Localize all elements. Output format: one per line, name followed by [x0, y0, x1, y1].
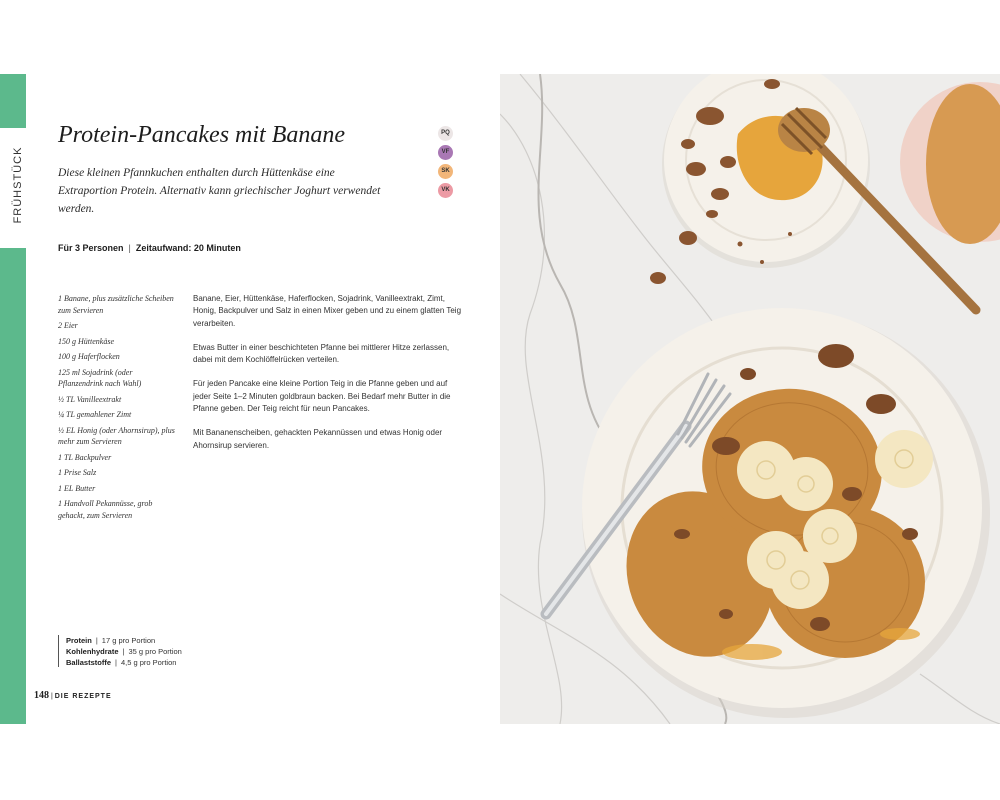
ingredient-item: 125 ml Sojadrink (oder Pflanzendrink nach Wahl) — [58, 367, 142, 388]
badge-pq: PQ — [438, 126, 453, 141]
recipe-title: Protein-Pancakes mit Banane — [58, 122, 346, 148]
folio-separator: | — [50, 693, 53, 700]
page-folio — [34, 690, 112, 701]
ingredient-item: ½ EL Honig (oder Ahornsirup), plus mehr zum Servieren — [58, 425, 175, 446]
ingredient-item: 1 TL Backpulver — [58, 452, 112, 462]
meta-separator: | — [128, 243, 131, 253]
recipe-intro: Diese kleinen Pfannkuchen enthalten durch Hüttenkäse eine Extraportion Protein. Alternativ kann griechischer Joghurt verwendet werden. — [58, 167, 381, 215]
ingredient-item: 100 g Haferflocken — [58, 352, 120, 361]
nutrition-row-carbs: Kohlenhydrate | 35 g pro Portion — [66, 647, 182, 656]
nutrition-value: 35 g pro Portion — [128, 647, 182, 656]
nutrition-value: 4,5 g pro Portion — [120, 658, 177, 667]
ingredient-item: 150 g Hüttenkäse — [58, 336, 114, 346]
nutrition-label: Ballaststoffe — [66, 658, 112, 667]
recipe-meta — [58, 243, 241, 253]
ingredient-item: 1 Handvoll Pekannüsse, grob gehackt, zum Servieren — [58, 499, 153, 520]
method-step: Für jeden Pancake eine kleine Portion Teig in die Pfanne geben und auf jeder Seite 1–2 Minuten goldbraun backen. Bei Bedarf mehr Butter in die Pfanne geben. Der Teig reicht für neun Pancakes. — [193, 379, 451, 414]
nutrition-label: Protein — [66, 636, 92, 645]
folio-section: DIE REZEPTE — [54, 693, 112, 700]
nutrition-row-protein: Protein | 17 g pro Portion — [66, 636, 156, 645]
accent-bar-bottom — [0, 248, 26, 724]
page-number: 148 — [34, 690, 49, 701]
method-step: Etwas Butter in einer beschichteten Pfanne bei mittlerer Hitze zerlassen, dabei mit dem Kochlöffelrücken verteilen. — [193, 342, 450, 365]
ingredient-item: 1 Banane, plus zusätzliche Scheiben zum Servieren — [58, 294, 174, 315]
diet-badges — [438, 126, 454, 202]
method-step: Banane, Eier, Hüttenkäse, Haferflocken, Sojadrink, Vanilleextrakt, Zimt, Honig, Backpulver und Salz in einen Mixer geben und zu einem glatten Teig verarbeiten. — [193, 294, 462, 328]
nutrition-row-fiber: Ballaststoffe | 4,5 g pro Portion — [66, 658, 177, 667]
method-steps — [193, 293, 463, 464]
nutrition-value: 17 g pro Portion — [101, 636, 156, 645]
badge-sk: SK — [438, 164, 453, 179]
ingredient-item: 1 EL Butter — [58, 483, 96, 493]
badge-vk: VK — [438, 183, 453, 198]
accent-bar-top — [0, 74, 26, 128]
ingredient-item: ¼ TL gemahlener Zimt — [58, 410, 132, 419]
book-spread — [0, 74, 1000, 724]
ingredient-list — [58, 293, 176, 525]
nutrition-info — [66, 635, 182, 668]
servings: Für 3 Personen — [58, 243, 124, 253]
recipe-page — [0, 74, 498, 724]
prep-time: Zeitaufwand: 20 Minuten — [135, 243, 241, 253]
section-tab-label: FRÜHSTÜCK — [12, 146, 24, 224]
nutrition-rule — [58, 635, 59, 667]
ingredient-item: 1 Prise Salz — [58, 468, 97, 477]
nutrition-label: Kohlenhydrate — [66, 647, 119, 656]
ingredient-item: 2 Eier — [58, 321, 78, 330]
method-step: Mit Bananenscheiben, gehackten Pekannüssen und etwas Honig oder Ahornsirup servieren. — [193, 428, 443, 450]
badge-vf: VF — [438, 145, 453, 160]
recipe-photo — [500, 74, 1000, 724]
ingredient-item: ½ TL Vanilleextrakt — [58, 394, 122, 404]
pancake-photo-illustration — [500, 74, 1000, 724]
